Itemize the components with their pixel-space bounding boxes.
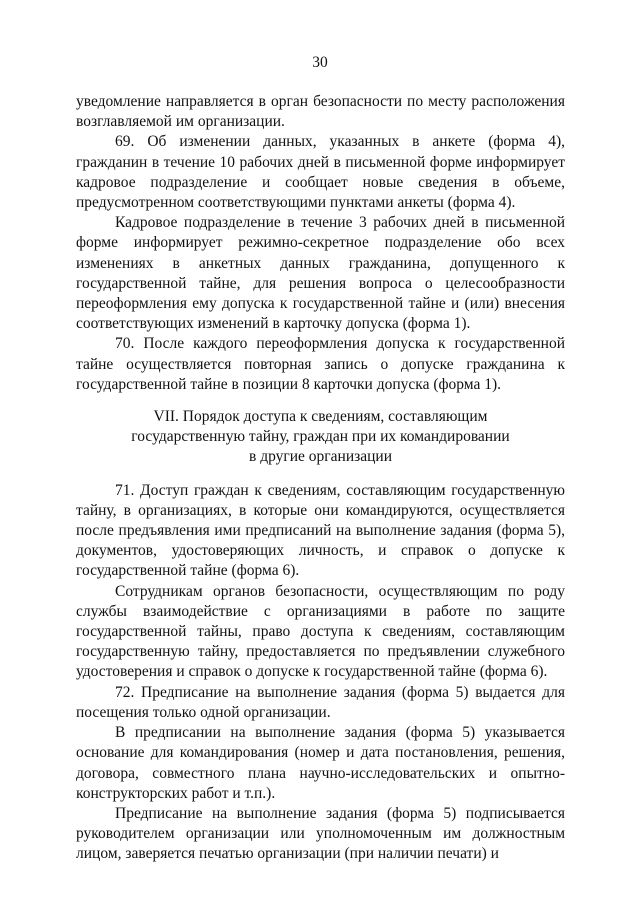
section-heading (76, 407, 565, 468)
paragraph-hr-department: Кадровое подразделение в течение 3 рабочих дней в письменной форме информирует режимно-секретное подразделение обо всех изменениях в анкетных данных гражданина, допущенного к государственной тайне, для решения вопроса о целесообразности переоформления ему допуска к государственной тайне и (или) внесения соответствующих изменений в карточку допуска (форма 1). (76, 214, 565, 333)
paragraph-70: 70. После каждого переоформления допуска к государственной тайне осуществляется повторная запись о допуске гражданина к государственной тайне в позиции 8 карточки допуска (форма 1). (76, 335, 565, 393)
section-heading-line: в другие организации (249, 448, 392, 466)
paragraph-assignment-basis: В предписании на выполнение задания (форма 5) указывается основание для командирования (номер и дата постановления, решения, договора, совместного плана научно-исследовательских и опытно-конструкторских работ и т.п.). (76, 724, 565, 802)
page-number: 30 (312, 54, 328, 71)
paragraph-security-officers: Сотрудникам органов безопасности, осуществляющим по роду службы взаимодействие с организациями в работе по защите государственной тайны, право доступа к сведениям, составляющим государственную тайну, предоставляется по предъявлении служебного удостоверения и справок о допуске к государственной тайне (форма 6). (76, 582, 565, 681)
section-heading-line: государственную тайну, граждан при их командировании (131, 428, 510, 446)
paragraph-69: 69. Об изменении данных, указанных в анкете (форма 4), гражданин в течение 10 рабочих дней в письменной форме информирует кадровое подразделение и сообщает новые сведения в объеме, предусмотренном соответствующими пунктами анкеты (форма 4). (76, 133, 565, 212)
paragraph-71: 71. Доступ граждан к сведениям, составляющим государственную тайну, в организациях, в которые они командируются, осуществляется после предъявления ими предписаний на выполнение задания (форма 5), документов, удостоверяющих личность, и справок о допуске к государственной тайне (форма 6). (76, 481, 565, 580)
paragraph-assignment-signature: Предписание на выполнение задания (форма 5) подписывается руководителем организации или уполномоченным им должностным лицом, заверяется печатью организации (при наличии печати) и (76, 804, 565, 863)
document-body (76, 92, 565, 865)
section-heading-line: VII. Порядок доступа к сведениям, составляющим (153, 408, 488, 426)
paragraph-continuation: уведомление направляется в орган безопасности по месту расположения возглавляемой им организации. (76, 93, 565, 131)
paragraph-72: 72. Предписание на выполнение задания (форма 5) выдается для посещения только одной организации. (76, 683, 565, 721)
